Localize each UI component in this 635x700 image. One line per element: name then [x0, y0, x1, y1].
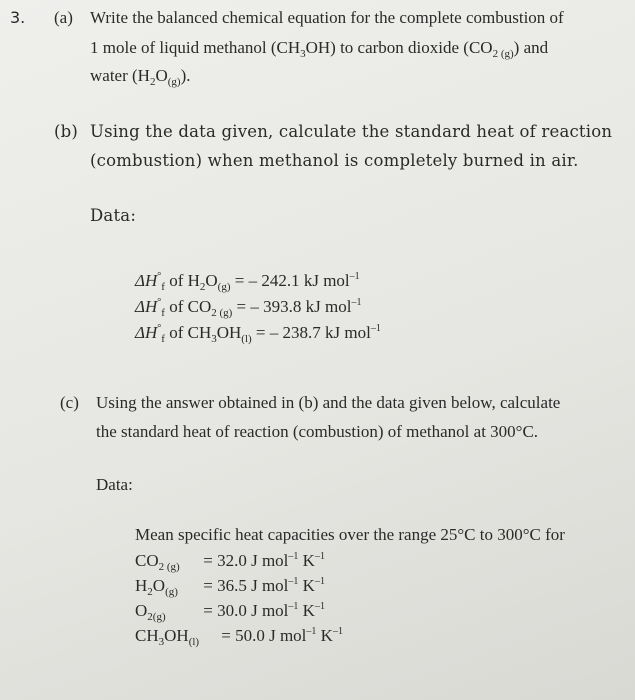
- heat-capacity-heading: Mean specific heat capacities over the range 25°C to 300°C for: [135, 525, 565, 544]
- part-a-line2: 1 mole of liquid methanol $(CH_3OH)$ to carbon dioxide $(CO_{2 (g)})$ and: [90, 38, 549, 60]
- part-c-label: (c): [60, 393, 79, 412]
- part-a-line3: water $(H_2O_{(g)})$.: [90, 66, 191, 88]
- question-number: 3.: [10, 8, 26, 27]
- part-c-line2: the standard heat of reaction (combustion) of methanol at 300°C.: [96, 422, 539, 441]
- cp-row-co2: $CO_{2 (g)} = 32.0$ J mol$^{-1}$ $K^{-1}$: [135, 551, 325, 573]
- part-b-data-label: Data:: [90, 206, 137, 225]
- enthalpy-row-co2: $\Delta H^\circ_f$ of $CO_{2 (g)}$ = – 393.8 kJ mol$^{-1}$: [135, 297, 362, 319]
- cp-row-o2: $O_{2(g)} = 30.0$ J mol$^{-1}$ $K^{-1}$: [135, 601, 325, 623]
- enthalpy-row-h2o: $\Delta H^\circ_f$ of $H_2O_{(g)}$ = – 242.1 kJ mol$^{-1}$: [135, 271, 360, 293]
- part-a-line1: Write the balanced chemical equation for the complete combustion of: [90, 8, 564, 27]
- part-c-data-label: Data:: [96, 475, 133, 494]
- cp-row-ch3oh: $CH_3OH_{(l)} = 50.0$ J mol$^{-1}$ $K^{-1}$: [135, 626, 343, 648]
- enthalpy-row-ch3oh: $\Delta H^\circ_f$ of $CH_3OH_{(l)}$ = – 238.7 kJ mol$^{-1}$: [135, 323, 381, 345]
- part-c-line1: Using the answer obtained in (b) and the data given below, calculate: [96, 393, 561, 412]
- part-b-label: (b): [54, 122, 79, 141]
- part-b-line1: Using the data given, calculate the standard heat of reaction: [90, 122, 613, 141]
- cp-row-h2o: $H_2O_{(g)} = 36.5$ J mol$^{-1}$ $K^{-1}$: [135, 576, 325, 598]
- part-a-label: (a): [54, 8, 73, 27]
- part-b-line2: (combustion) when methanol is completely burned in air.: [90, 151, 579, 170]
